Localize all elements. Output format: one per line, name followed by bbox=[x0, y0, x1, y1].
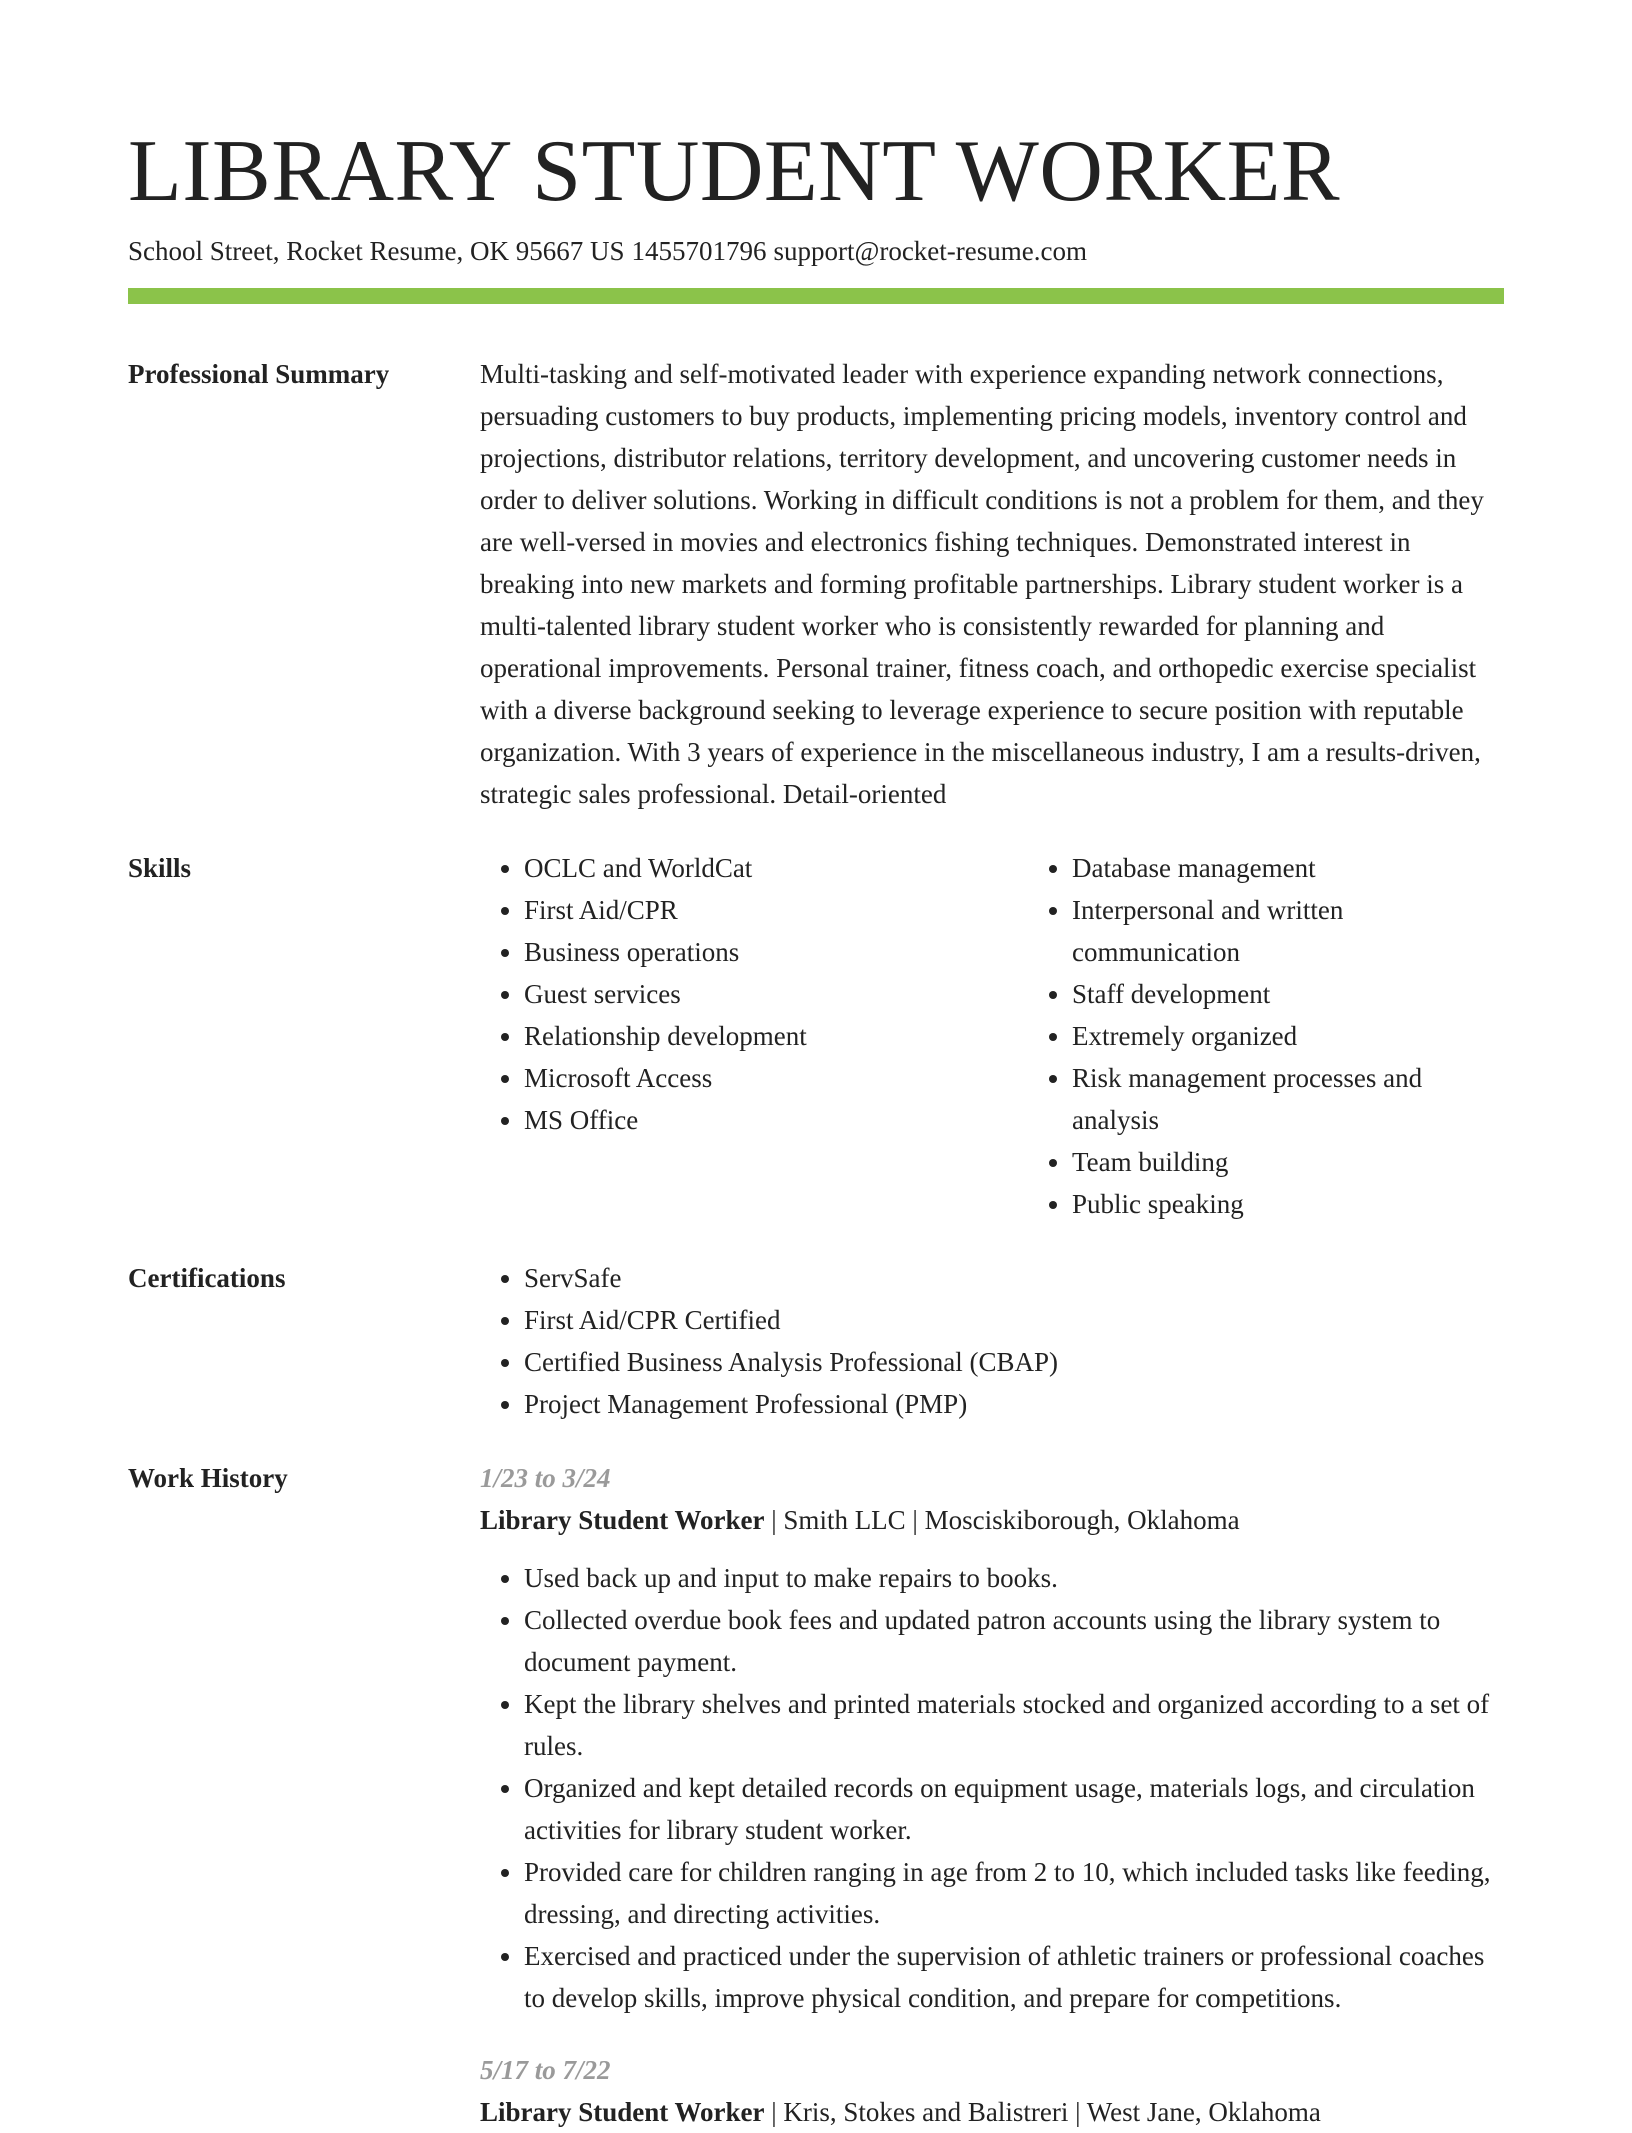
job-duties-list bbox=[480, 1557, 1504, 2019]
job-duty: • Organized and kept detailed records on equipment usage, materials logs, and circulation activities for library student worker. bbox=[524, 1767, 1504, 1851]
job-duty: • Collected overdue book fees and updated patron accounts using the library system to document payment. bbox=[524, 1599, 1504, 1683]
skill-item: • Risk management processes and analysis bbox=[1072, 1057, 1504, 1141]
resume-page bbox=[128, 122, 1504, 2133]
skill-item: • Guest services bbox=[524, 973, 1028, 1015]
certifications-heading: Certifications bbox=[128, 1263, 286, 1293]
job-dates: 5/17 to 7/22 bbox=[480, 2055, 611, 2085]
job-title: Library Student Worker bbox=[480, 1505, 765, 1535]
summary-section bbox=[128, 353, 1504, 815]
skill-item: • Extremely organized bbox=[1072, 1015, 1504, 1057]
skills-section bbox=[128, 847, 1504, 1225]
contact-line bbox=[128, 232, 1504, 270]
certification-item: • Certified Business Analysis Professional (CBAP) bbox=[524, 1341, 1504, 1383]
skills-body bbox=[480, 847, 1504, 1225]
skill-item: • Interpersonal and written communication bbox=[1072, 889, 1504, 973]
work-history-heading: Work History bbox=[128, 1463, 288, 1493]
job-duty: • Provided care for children ranging in age from 2 to 10, which included tasks like feeding, dressing, and directing activities. bbox=[524, 1851, 1504, 1935]
skill-item: • MS Office bbox=[524, 1099, 1028, 1141]
certification-item: • First Aid/CPR Certified bbox=[524, 1299, 1504, 1341]
skill-item: • First Aid/CPR bbox=[524, 889, 1028, 931]
job-duty: • Kept the library shelves and printed materials stocked and organized according to a set of rules. bbox=[524, 1683, 1504, 1767]
skill-item: • OCLC and WorldCat bbox=[524, 847, 1028, 889]
summary-heading: Professional Summary bbox=[128, 359, 390, 389]
skills-list-left bbox=[480, 847, 1028, 1225]
certifications-section bbox=[128, 1257, 1504, 1425]
job-entry bbox=[480, 1457, 1504, 2019]
skill-item: • Public speaking bbox=[1072, 1183, 1504, 1225]
skill-item: • Relationship development bbox=[524, 1015, 1028, 1057]
job-heading bbox=[480, 1499, 1504, 1541]
job-title: Library Student Worker bbox=[480, 2097, 765, 2127]
skills-list-right bbox=[1028, 847, 1504, 1225]
job-duty: • Used back up and input to make repairs to books. bbox=[524, 1557, 1504, 1599]
contact-email: support@rocket-resume.com bbox=[773, 236, 1087, 266]
certifications-list bbox=[480, 1257, 1504, 1425]
contact-phone: 1455701796 bbox=[631, 236, 767, 266]
certifications-body bbox=[480, 1257, 1504, 1425]
resume-name: LIBRARY STUDENT WORKER bbox=[128, 123, 1341, 220]
certification-item: • ServSafe bbox=[524, 1257, 1504, 1299]
skill-item: • Microsoft Access bbox=[524, 1057, 1028, 1099]
job-heading bbox=[480, 2091, 1504, 2133]
skills-heading: Skills bbox=[128, 853, 192, 883]
work-history-section bbox=[128, 1457, 1504, 2133]
accent-divider bbox=[128, 288, 1504, 304]
job-employer-location: | Kris, Stokes and Balistreri | West Jane, Oklahoma bbox=[764, 2097, 1321, 2127]
contact-address: School Street, Rocket Resume, OK 95667 US bbox=[128, 236, 625, 266]
skills-grid bbox=[480, 847, 1504, 1225]
skill-item: • Business operations bbox=[524, 931, 1028, 973]
skill-item: • Database management bbox=[1072, 847, 1504, 889]
skill-item: • Staff development bbox=[1072, 973, 1504, 1015]
certification-item: • Project Management Professional (PMP) bbox=[524, 1383, 1504, 1425]
work-history-body bbox=[480, 1457, 1504, 2133]
job-dates: 1/23 to 3/24 bbox=[480, 1463, 611, 1493]
skill-item: • Team building bbox=[1072, 1141, 1504, 1183]
job-entry bbox=[480, 2049, 1504, 2133]
summary-text: Multi-tasking and self-motivated leader with experience expanding network connections, persuading customers to buy products, implementing pricing models, inventory control and projections, distributor relations, territory development, and uncovering customer needs in order to deliver solutions. Working in difficult conditions is not a problem for them, and they are well-versed in movies and electronics fishing techniques. Demonstrated interest in breaking into new markets and forming profitable partnerships. Library student worker is a multi-talented library student worker who is consistently rewarded for planning and operational improvements. Personal trainer, fitness coach, and orthopedic exercise specialist with a diverse background seeking to leverage experience to secure position with reputable organization. With 3 years of experience in the miscellaneous industry, I am a results-driven, strategic sales professional. Detail-oriented bbox=[480, 359, 1484, 809]
job-duty: • Exercised and practiced under the supervision of athletic trainers or professional coaches to develop skills, improve physical condition, and prepare for competitions. bbox=[524, 1935, 1504, 2019]
job-employer-location: | Smith LLC | Mosciskiborough, Oklahoma bbox=[764, 1505, 1240, 1535]
